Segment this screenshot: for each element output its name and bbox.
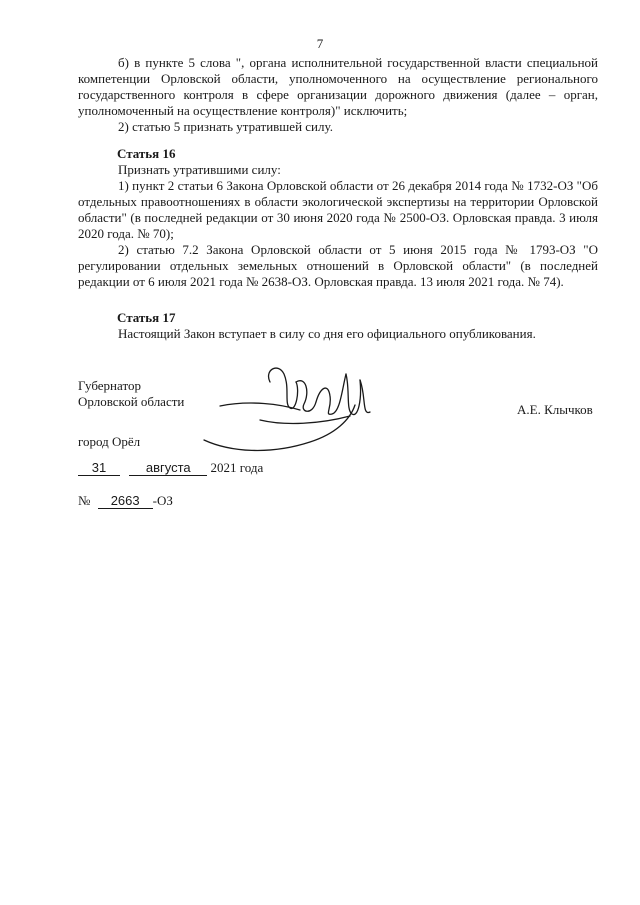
signatory-position-line-2: Орловской области — [78, 394, 185, 409]
law-number-prefix: № — [78, 493, 91, 508]
signatory-name: А.Е. Клычков — [517, 402, 593, 417]
article-16-intro: Признать утратившими силу: — [118, 162, 281, 177]
signing-date — [78, 460, 263, 476]
handwritten-signature — [200, 360, 380, 460]
article-17-text: Настоящий Закон вступает в силу со дня его официального опубликования. — [118, 326, 536, 341]
law-number — [78, 493, 173, 509]
article-16-item-1: 1) пункт 2 статьи 6 Закона Орловской области от 26 декабря 2014 года № 1732-ОЗ "Об отдельных правоотношениях в области экологической экспертизы на территории Орловской области" (в последней редакции от 30 июня 2020 года № 2500-ОЗ. Орловская правда. 3 июля 2020 года. № 70); — [78, 178, 598, 241]
law-number-value: 2663 — [98, 494, 153, 509]
date-day: 31 — [78, 461, 120, 476]
paragraph-2: 2) статью 5 признать утратившей силу. — [118, 119, 333, 134]
page-number: 7 — [316, 36, 324, 51]
paragraph-b: б) в пункте 5 слова ", органа исполнительной государственной власти специальной компетенции Орловской области, уполномоченного на осуществление регионального государственного контроля в сфере организации дорожного движения (далее – орган, уполномоченный на осуществление контроля)" исключить; — [78, 55, 598, 118]
date-year: 2021 года — [210, 460, 264, 475]
article-16-body — [78, 162, 598, 290]
date-month: августа — [129, 461, 207, 476]
place-of-signing: город Орёл — [78, 434, 141, 449]
article-16-item-2: 2) статью 7.2 Закона Орловской области от 5 июня 2015 года № 1793-ОЗ "О регулировании отдельных земельных отношений в Орловской области" (в последней редакции от 6 июля 2021 года № 2638-ОЗ. Орловская правда. 13 июля 2021 года. № 74). — [78, 242, 598, 289]
article-17-title: Статья 17 — [117, 310, 176, 325]
signatory-position-line-1: Губернатор — [78, 378, 141, 393]
law-number-suffix: -ОЗ — [152, 493, 173, 508]
article-17-body — [78, 326, 598, 342]
top-paragraphs — [78, 55, 598, 135]
article-16-title: Статья 16 — [117, 146, 176, 161]
